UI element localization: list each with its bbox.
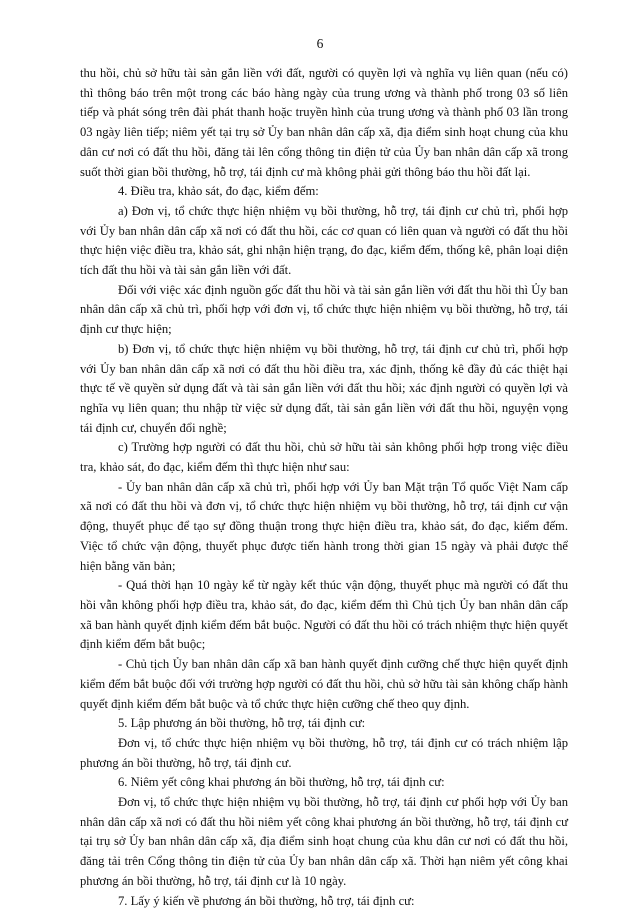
paragraph-4a-origin: Đối với việc xác định nguồn gốc đất thu hồi và tài sản gắn liền với đất thu hồi thì Ủy ban nhân dân cấp xã chủ trì, phối hợp với đơn vị, tổ chức thực hiện nhiệm vụ bồi thường, hỗ trợ, tái định cư thực hiện; (80, 282, 568, 337)
paragraph-4c-bullet-3: - Chủ tịch Ủy ban nhân dân cấp xã ban hành quyết định cưỡng chế thực hiện quyết định kiểm đếm bắt buộc đối với trường hợp người có đất thu hồi, chủ sở hữu tài sản không chấp hành quyết định kiểm đếm bắt buộc và tổ chức thực hiện cưỡng chế theo quy định. (80, 657, 568, 711)
paragraph-4b: b) Đơn vị, tổ chức thực hiện nhiệm vụ bồi thường, hỗ trợ, tái định cư chủ trì, phối hợp với Ủy ban nhân dân cấp xã nơi có đất thu hồi điều tra, xác định, thống kê đầy đủ các thiệt hại thực tế về quyền sử dụng đất và tài sản gắn liền với đất thu hồi; xác định người có quyền lợi và nghĩa vụ liên quan; thu nhập từ việc sử dụng đất, tài sản gắn liền với đất thu hồi, nguyện vọng tái định cư, chuyển đổi nghề; (80, 341, 568, 435)
paragraph-4c: c) Trường hợp người có đất thu hồi, chủ sở hữu tài sản không phối hợp trong việc điều tra, khảo sát, đo đạc, kiểm đếm thì thực hiện như sau: (80, 440, 568, 475)
page-number: 6 (316, 36, 324, 51)
paragraph-4c-bullet-1: - Ủy ban nhân dân cấp xã chủ trì, phối hợp với Ủy ban Mặt trận Tổ quốc Việt Nam cấp xã nơi có đất thu hồi và đơn vị, tổ chức thực hiện nhiệm vụ bồi thường, hỗ trợ, tái định cư vận động, thuyết phục để tạo sự đồng thuận trong thực hiện điều tra, khảo sát, đo đạc, kiểm đếm. Việc tổ chức vận động, thuyết phục được tiến hành trong thời gian 15 ngày và phải được thể hiện bằng văn bản; (80, 479, 568, 573)
section-heading-6: 6. Niêm yết công khai phương án bồi thường, hỗ trợ, tái định cư: (118, 775, 445, 790)
paragraph-4c-bullet-2: - Quá thời hạn 10 ngày kể từ ngày kết thúc vận động, thuyết phục mà người có đất thu hồi vẫn không phối hợp điều tra, khảo sát, đo đạc, kiểm đếm thì Chủ tịch Ủy ban nhân dân cấp xã ban hành quyết định kiểm đếm bắt buộc. Người có đất thu hồi có trách nhiệm thực hiện quyết định kiểm đếm bắt buộc; (80, 578, 568, 652)
section-heading-7: 7. Lấy ý kiến về phương án bồi thường, hỗ trợ, tái định cư: (118, 893, 415, 908)
document-body (80, 64, 568, 911)
paragraph-5-body: Đơn vị, tổ chức thực hiện nhiệm vụ bồi thường, hỗ trợ, tái định cư có trách nhiệm lập phương án bồi thường, hỗ trợ, tái định cư. (80, 735, 568, 770)
paragraph-continuation: thu hồi, chủ sở hữu tài sản gắn liền với đất, người có quyền lợi và nghĩa vụ liên quan (nếu có) thì thông báo trên một trong các báo hàng ngày của trung ương và thành phố trong 03 số liên tiếp và phát sóng trên đài phát thanh hoặc truyền hình của trung ương và thành phố 03 lần trong 03 ngày liên tiếp; niêm yết tại trụ sở Ủy ban nhân dân cấp xã, địa điểm sinh hoạt chung của khu dân cư nơi có đất thu hồi, đăng tải lên cổng thông tin điện tử của Ủy ban nhân dân cấp xã trong suốt thời gian bồi thường, hỗ trợ, tái định cư mà không phải gửi thông báo thu hồi đất lại. (80, 66, 568, 179)
paragraph-4a: a) Đơn vị, tổ chức thực hiện nhiệm vụ bồi thường, hỗ trợ, tái định cư chủ trì, phối hợp với Ủy ban nhân dân cấp xã nơi có đất thu hồi, các cơ quan có liên quan và người có đất thu hồi thực hiện việc điều tra, khảo sát, ghi nhận hiện trạng, đo đạc, kiểm đếm, thống kê, phân loại diện tích đất thu hồi và tài sản gắn liền với đất. (80, 203, 568, 278)
paragraph-6-body: Đơn vị, tổ chức thực hiện nhiệm vụ bồi thường, hỗ trợ, tái định cư phối hợp với Ủy ban nhân dân cấp xã nơi có đất thu hồi niêm yết công khai phương án bồi thường, hỗ trợ, tái định cư tại trụ sở Ủy ban nhân dân cấp xã, địa điểm sinh hoạt chung của khu dân cư nơi có đất thu hồi, đăng tải trên Cổng thông tin điện tử của Ủy ban nhân dân cấp xã. Thời hạn niêm yết công khai phương án bồi thường, hỗ trợ, tái định cư là 10 ngày. (80, 795, 568, 888)
section-heading-4: 4. Điều tra, khảo sát, đo đạc, kiểm đếm: (118, 184, 319, 199)
section-heading-5: 5. Lập phương án bồi thường, hỗ trợ, tái định cư: (118, 716, 366, 731)
